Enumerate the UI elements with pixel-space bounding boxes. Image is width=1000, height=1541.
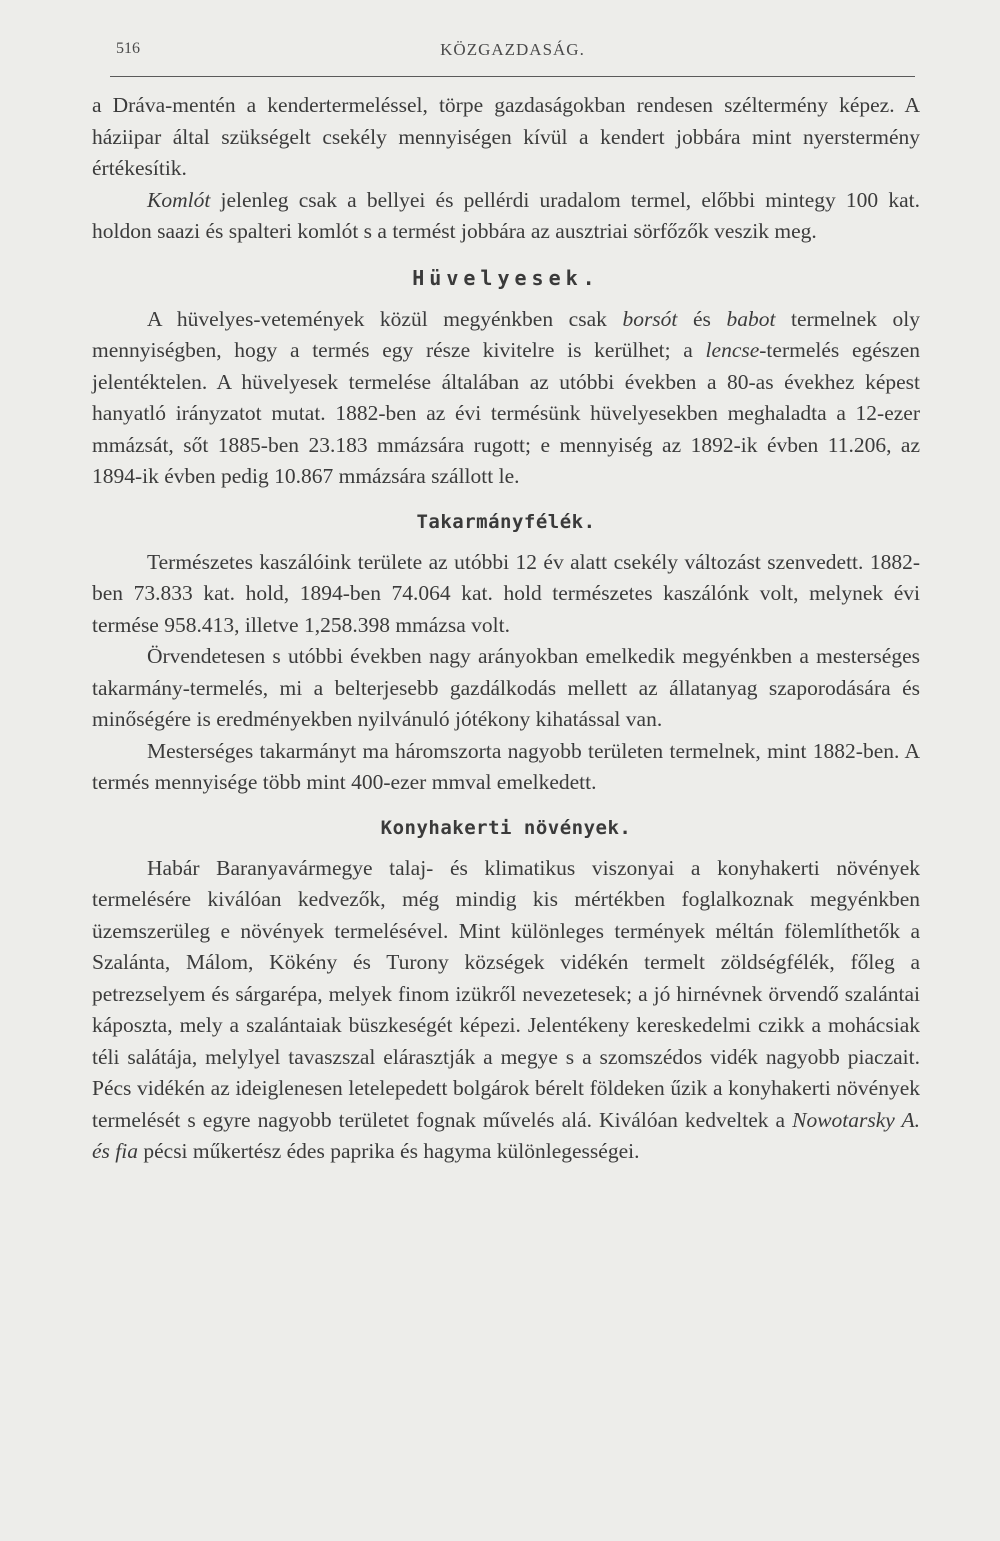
paragraph-kender: a Dráva-mentén a kendertermeléssel, törpe gazdaságokban rendesen széltermény képez. A háziipar által szükségelt csekély mennyiségen kívül a kendert jobbára mint nyerstermény értékesítik. [92,93,920,180]
paragraph-huvelyesek: A hüvelyes-vetemények közül megyénkben csak borsót és babot termelnek oly mennyiségben, hogy a termés egy része kivitelre is kerülhet; a lencse-termelés egészen jelentéktelen. A hüvelyesek termelése általában az utóbbi években a 80-as évekhez képest hanyatló irányzatot mutat. 1882-ben az évi termésünk hüvelyesekben meghaladta a 12-ezer mmázsát, sőt 1885-ben 23.183 mmázsára rugott; e mennyiség az 1892-ik évben 11.206, az 1894-ik évben pedig 10.867 mmázsára szállott le. [92,306,920,488]
page-number: 516 [116,40,140,57]
paragraph-takarmany-terulet: Mesterséges takarmányt ma háromszorta nagyobb területen termelnek, mint 1882-ben. A termés mennyisége több mint 400-ezer mmval emelkedett. [92,738,920,794]
paragraph-kaszalok: Természetes kaszálóink területe az utóbbi 12 év alatt csekély változást szenvedett. 1882-ben 73.833 kat. hold, 1894-ben 74.064 kat. hold természetes kaszálónk volt, melynek évi termése 958.413, illetve 1,258.398 mmázsa volt. [92,549,920,637]
paragraph-mesterseges-takarmany: Örvendetesen s utóbbi években nagy arányokban emelkedik megyénkben a mesterséges takarmány-termelés, mi a belterjesebb gazdálkodás mellett az állatanyag szaporodására és minőségére is eredményekben nyilvánuló jótékony kihatással van. [92,644,920,731]
paragraph-konyhakerti: Habár Baranyavármegye talaj- és klimatikus viszonyai a konyhakerti növények termelésére kiválóan kedvezők, még mindig kis mértékben foglalkoznak megyénkben üzemszerüleg e növények termelésével. Mint különleges termények méltán fölemlíthetők a Szalánta, Málom, Kökény és Turony községek vidékén termelt zöldségfélék, főleg a petrezselyem és sárgarépa, melyek finom izükről nevezetesek; a jó hirnévnek örvendő szalántai káposzta, mely a szalántaiak büszkeségét képezi. Jelentékeny kereskedelmi czikk a mohácsiak téli salátája, melylyel tavaszszal elárasztják a megye s a szomszédos vidék nagyobb piaczait. Pécs vidékén az ideiglenesen letelepedett bolgárok bérelt földeken űzik a konyhakerti növények termelését s egyre nagyobb területet fognak művelés alá. Kiválóan kedveltek a Nowotarsky A. és fia pécsi műkertész édes paprika és hagyma különlegességei. [92,855,921,1163]
running-title: KÖZGAZDASÁG. [440,40,585,59]
page-header [110,36,915,77]
heading-takarmanyfelek: Takarmányfélék. [416,510,596,533]
heading-huvelyesek: Hüvelyesek. [412,265,600,290]
page-body [92,90,920,1168]
paragraph-komlo: Komlót jelenleg csak a bellyei és pellérdi uradalom termel, előbbi mintegy 100 kat. holdon saazi és spalteri komlót s a termést jobbára az ausztriai sörfőzők veszik meg. [92,187,920,243]
heading-konyhakerti: Konyhakerti növények. [380,816,632,839]
